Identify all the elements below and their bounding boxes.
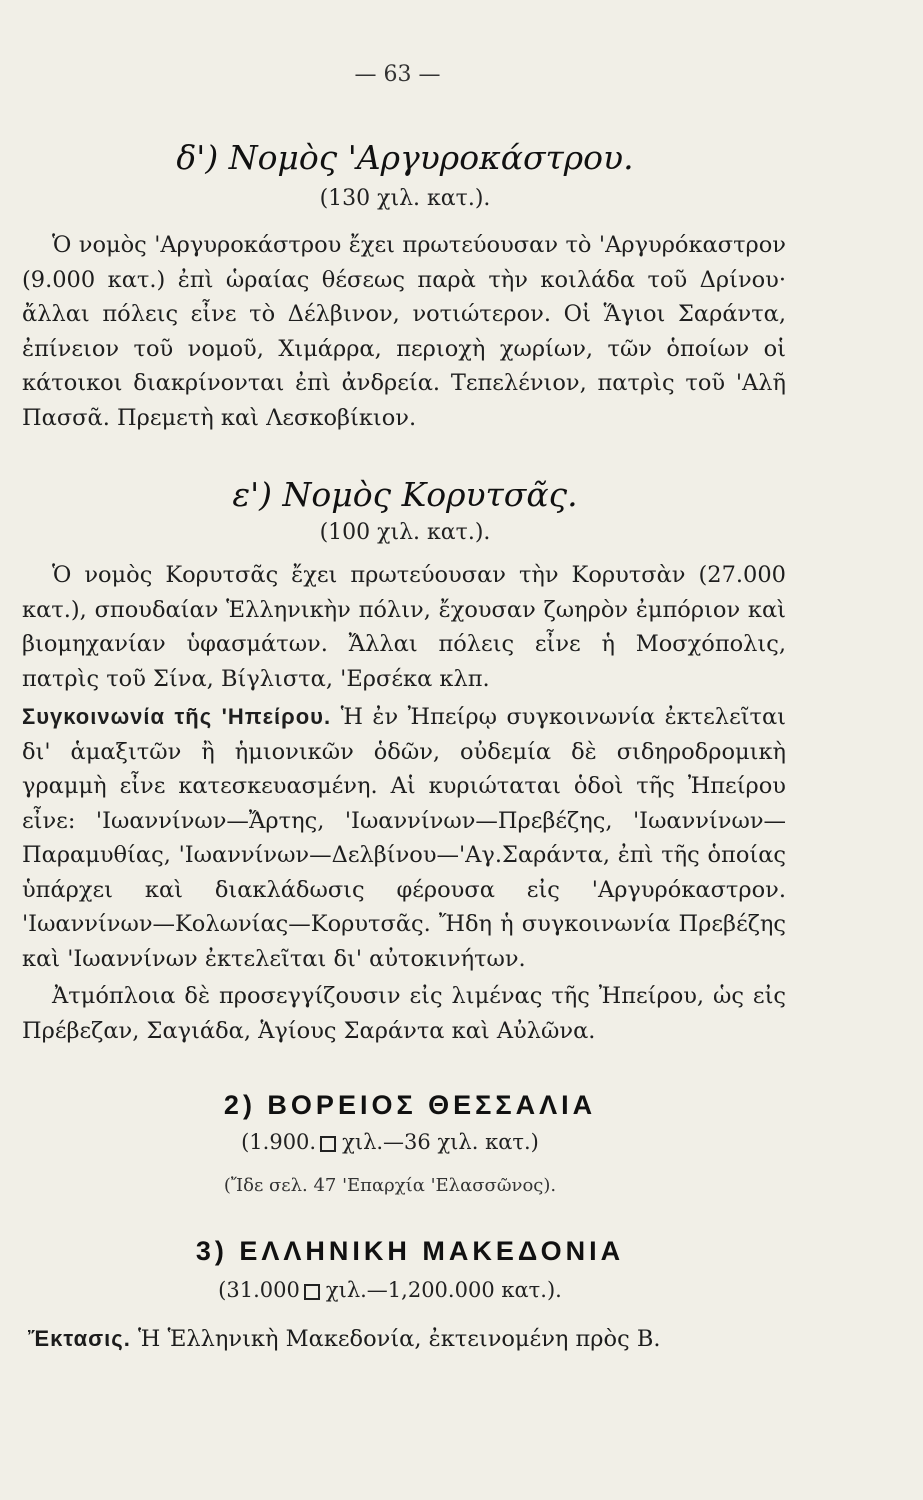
communication-heading: Συγκοινωνία τῆς 'Ηπείρου. <box>22 704 332 729</box>
extent-heading: Ἔκτασις. <box>28 1326 131 1351</box>
macedonia-area-end: χιλ.—1,200.000 κατ.). <box>325 1278 562 1302</box>
page-number: — 63 — <box>354 62 441 87</box>
extent-text: Ἡ Ἑλληνικὴ Μακεδονία, ἐκτεινομένη πρὸς Β. <box>138 1326 661 1352</box>
macedonia-area <box>0 1278 780 1302</box>
square-unit-icon <box>320 1136 336 1152</box>
section-title-korytsa: ε') Νομὸς Κορυτσᾶς. <box>232 475 578 514</box>
square-unit-icon <box>304 1284 320 1300</box>
section-subtitle-argyrokastro: (130 χιλ. κατ.). <box>319 186 491 211</box>
thessaly-area <box>0 1130 780 1154</box>
heading-greek-macedonia: 3) ΕΛΛΗΝΙΚΗ ΜΑΚΕΔΟΝΙΑ <box>195 1236 625 1266</box>
paragraph-korytsa: Ὁ νομὸς Κορυτσᾶς ἔχει πρωτεύουσαν τὴν Κορυτσὰν (27.000 κατ.), σπουδαίαν Ἑλληνικὴν πόλιν, ἔχουσαν ζωηρὸν ἐμπόριον καὶ βιομηχανίαν ὑφασμάτων. Ἄλλαι πόλεις εἶνε ἡ Μοσχόπολις, πατρὶς τοῦ Σίνα, Βίγλιστα, 'Ερσέκα κλπ. <box>22 562 786 692</box>
paragraph-steamships: Ἀτμόπλοια δὲ προσεγγίζουσιν εἰς λιμένας τῆς Ἠπείρου, ὡς εἰς Πρέβεζαν, Σαγιάδα, Ἁγίους Σαράντα καὶ Αὐλῶνα. <box>22 983 786 1044</box>
paragraph-argyrokastro: Ὁ νομὸς 'Αργυροκάστρου ἔχει πρωτεύουσαν τὸ 'Αργυρόκαστρον (9.000 κατ.) ἐπὶ ὡραίας θέσεως παρὰ τὴν κοιλάδα τοῦ Δρίνου· ἄλλαι πόλεις εἶνε τὸ Δέλβινον, νοτιώτερον. Οἱ Ἅγιοι Σαράντα, ἐπίνειον τοῦ νομοῦ, Χιμάρρα, περιοχὴ χωρίων, τῶν ὁποίων οἱ κάτοικοι διακρίνονται ἐπὶ ἀνδρεία. Τεπελένιον, πατρὶς τοῦ 'Αλῆ Πασσᾶ. Πρεμετὴ καὶ Λεσκοβίκιον. <box>22 232 786 431</box>
section-subtitle-korytsa: (100 χιλ. κατ.). <box>319 520 491 545</box>
section-title-argyrokastro: δ') Νομὸς 'Αργυροκάστρου. <box>176 138 634 177</box>
thessaly-area-start: (1.900. <box>241 1130 317 1154</box>
macedonia-area-start: (31.000 <box>218 1278 300 1302</box>
paragraph-communication <box>22 700 786 976</box>
heading-northern-thessaly: 2) ΒΟΡΕΙΟΣ ΘΕΣΣΑΛΙΑ <box>223 1090 597 1120</box>
communication-text: Ἡ ἐν Ἠπείρῳ συγκοινωνία ἐκτελεῖται δι' ἁμαξιτῶν ἢ ἡμιονικῶν ὁδῶν, οὐδεμία δὲ σιδηροδρομικὴ γραμμὴ εἶνε κατεσκευασμένη. Αἱ κυριώταται ὁδοὶ τῆς Ἠπείρου εἶνε: 'Ιωαννίνων—Ἄρτης, 'Ιωαννίνων—Πρεβέζης, 'Ιωαννίνων—Παραμυθίας, 'Ιωαννίνων—Δελβίνου—'Αγ.Σαράντα, ἐπὶ τῆς ὁποίας ὑπάρχει καὶ διακλάδωσις φέρουσα εἰς 'Αργυρόκαστρον. 'Ιωαννίνων—Κολωνίας—Κορυτσᾶς. Ἤδη ἡ συγκοινωνία Πρεβέζης καὶ 'Ιωαννίνων ἐκτελεῖται δι' αὐτοκινήτων. <box>22 704 787 972</box>
thessaly-area-end: χιλ.—36 χιλ. κατ.) <box>342 1130 539 1154</box>
thessaly-note: (Ἴδε σελ. 47 'Επαρχία 'Ελασσῶνος). <box>223 1175 557 1196</box>
paragraph-extent <box>28 1326 788 1352</box>
